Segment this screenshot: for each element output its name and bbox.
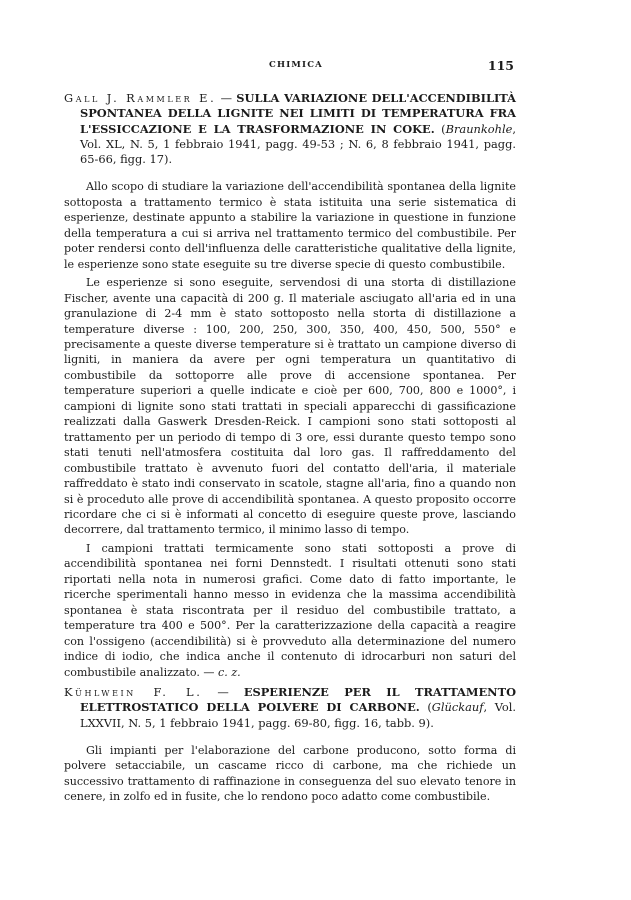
page-number: 115 (487, 58, 514, 73)
article-paragraph: Gli impianti per l'elaborazione del carbone producono, sotto forma di polvere setacciabile, un cascame ricco di carbone, ma che richiede un successivo trattamento di raffinazione in conseguenza del suo elevato tenore in cenere, in zolfo ed in fusite, che lo rendono poco adatto come combustibile. (64, 743, 516, 804)
article-heading (64, 91, 516, 167)
source-journal: Braunkohle (445, 121, 513, 136)
article-author: Kühlwein F. L. (64, 685, 203, 699)
source-details: , Vol. XL, N. 5, 1 febbraio 1941, pagg. 49-53 ; N. 6, 8 febbraio 1941, pagg. 65-66, figg. 17). (80, 121, 516, 167)
article-signature: c. z. (218, 665, 241, 679)
article-paragraph: Le esperienze si sono eseguite, servendosi di una storta di distillazione Fischer, avente una capacità di 200 g. Il materiale asciugato all'aria ed in una granulazione di 2-4 mm è stato sottoposto nella storta di distillazione a temperature diverse : 100, 200, 250, 300, 350, 400, 450, 500, 550° e precisamente a queste diverse temperature si è trattato un campione diverso di ligniti, in maniera da avere per ogni temperatura un quantitativo di combustibile da sottoporre alle prove di accensione spontanea. Per temperature superiori a quelle indicate e cioè per 600, 700, 800 e 1000°, i campioni di lignite sono stati trattati in speciali apparecchi di gassificazione realizzati dalla Gaswerk Dresden-Reick. I campioni sono stati sottoposti al trattamento per un periodo di tempo di 3 ore, essi durante questo tempo sono stati tenuti nell'atmosfera costituita dal loro gas. Il raffreddamento del combustibile trattato è avvenuto fuori del contatto dell'aria, il materiale raffreddato è stato indi conservato in scatole, stagne all'aria, fino a quando non si è proceduto alle prove di accendibilità spontanea. A questo proposito occorre ricordare che ci si è informati al concetto di eseguire queste prove, lasciando decorrere, dal trattamento termico, il minimo lasso di tempo. (64, 276, 516, 537)
source-details: , Vol. LXXVII, N. 5, 1 febbraio 1941, pagg. 69-80, figg. 16, tabb. 9). (80, 700, 516, 730)
article-title: SULLA VARIAZIONE DELL'ACCENDIBILITÀ SPONTANEA DELLA LIGNITE NEI LIMITI DI TEMPERATURA FRA L'ESSICCAZIONE E LA TRASFORMAZIONE IN COKE. (80, 91, 516, 136)
source-journal: Glückauf (431, 700, 484, 715)
running-title: CHIMICA (269, 60, 323, 70)
article-author: Gall J. Rammler E. (64, 91, 217, 105)
article-heading (64, 685, 516, 731)
paragraph-text: I campioni trattati termicamente sono stati sottoposti a prove di accendibilità spontanea nei forni Dennstedt. I risultati ottenuti sono stati riportati nella nota in numerosi grafici. Come dato di fatto importante, le ricerche sperimentali hanno messo in evidenza che la massima accendibilità spontanea è stata riscontrata per il residuo del combustibile trattato, a temperature tra 400 e 500°. Per la caratterizzazione della capacità a reagire con l'ossigeno (accendibilità) si è provveduto alla determinazione del numero indice di iodio, che indica anche il contenuto di idrocarburi non saturi del combustibile analizzato. — (64, 541, 516, 679)
running-header (78, 60, 514, 76)
article-rammler (64, 91, 516, 683)
article-paragraph (64, 541, 516, 680)
article-kuhlwein (64, 685, 516, 808)
article-paragraph: Allo scopo di studiare la variazione dell'accendibilità spontanea della lignite sottoposta a trattamento termico è stata istituita una serie sistematica di esperienze, destinate appunto a stabilire la variazione in questione in funzione della temperatura a cui si arriva nel trattamento termico del combustibile. Per poter rendersi conto dell'influenza delle caratteristiche qualitative della lignite, le esperienze sono state eseguite su tre diverse specie di questo combustibile. (64, 180, 516, 271)
source-open: ( (427, 700, 432, 715)
heading-dash: — (202, 685, 244, 699)
heading-dash: — (216, 91, 237, 105)
article-title: ESPERIENZE PER IL TRATTAMENTO ELETTROSTATICO DELLA POLVERE DI CARBONE. (80, 685, 516, 715)
source-open: ( (441, 121, 446, 136)
